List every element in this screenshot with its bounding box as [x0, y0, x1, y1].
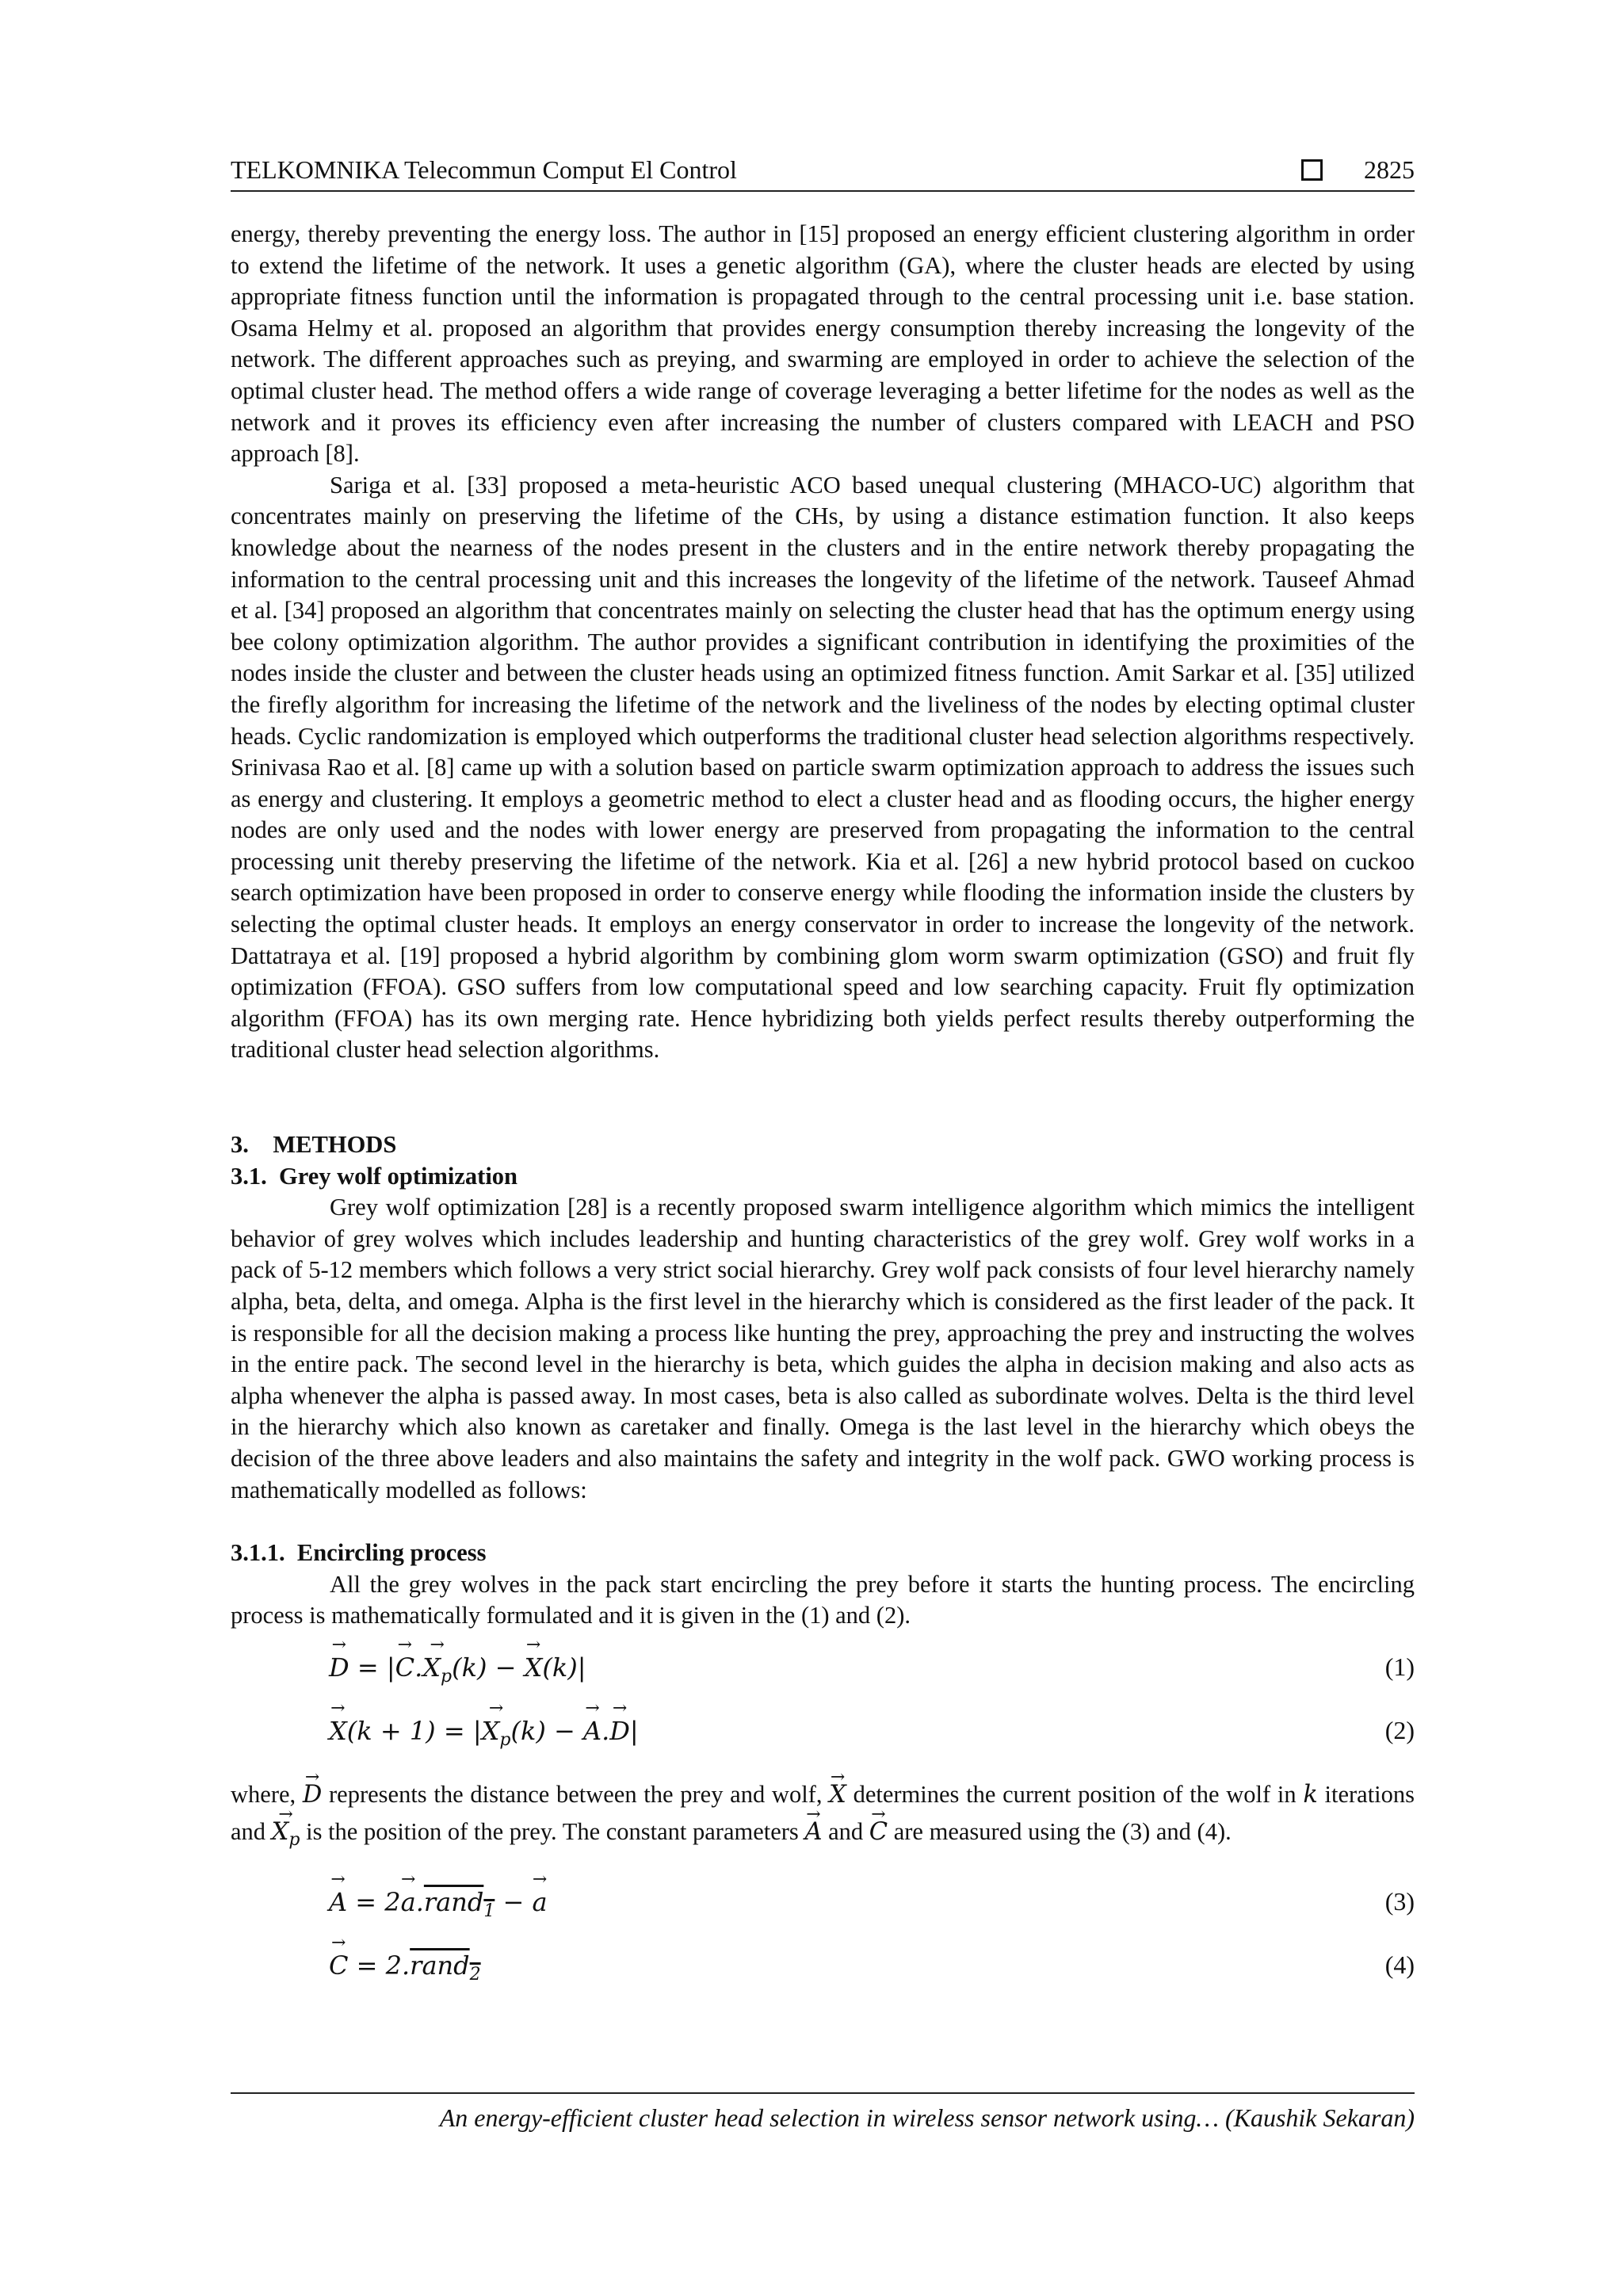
header-right: [1301, 155, 1415, 185]
page-number: 2825: [1364, 155, 1415, 184]
subsection-heading-gwo: 3.1. Grey wolf optimization: [231, 1162, 518, 1190]
spacer: [231, 1066, 1415, 1129]
symbol-D: → D: [303, 1777, 322, 1813]
equation-2: [231, 1705, 1415, 1759]
square-bullet-icon: [1301, 159, 1323, 181]
equation-4-math: → C = 2.rand$_2$: [329, 1950, 481, 1985]
paragraph-encircling: All the grey wolves in the pack start encircling the prey before it starts the hunting process. The encircling process is mathematically formulated and it is given in the (1) and (2).: [231, 1570, 1415, 1629]
where-text-7: are measured using the (3) and (4).: [888, 1817, 1232, 1845]
symbol-A: → A: [804, 1814, 822, 1851]
where-text-1: where,: [231, 1780, 303, 1808]
where-text-2: represents the distance between the prey and wolf,: [322, 1780, 830, 1808]
equation-3: [231, 1876, 1415, 1930]
body-content: [231, 219, 1415, 1993]
symbol-Xp: → $X_p$: [272, 1814, 300, 1859]
paragraph-where: [231, 1776, 1415, 1859]
equation-2-number: (2): [1384, 1715, 1415, 1744]
where-text-5: is the position of the prey. The constant parameters: [300, 1817, 805, 1845]
subsubsection-heading-encircling: 3.1.1. Encircling process: [231, 1539, 487, 1567]
equation-2-math: → X(k + 1) = |→ $X_p(k)$ − → A.→ D|: [329, 1716, 639, 1750]
symbol-X: → X: [829, 1777, 846, 1813]
running-footer: An energy-efficient cluster head selection in wireless sensor network using… (Kaushik Sekaran): [231, 2092, 1415, 2133]
paragraph-continuation: energy, thereby preventing the energy loss. The author in [15] proposed an energy efficient clustering algorithm in order to extend the lifetime of the network. It uses a genetic algorithm (GA), where the cluster heads are elected by using appropriate fitness function until the information is propagated through to the central processing unit i.e. base station. Osama Helmy et al. proposed an algorithm that provides energy consumption thereby increasing the longevity of the network. The different approaches such as preying, and swarming are employed in order to achieve the selection of the optimal cluster head. The method offers a wide range of coverage leveraging a better lifetime for the nodes as well as the network and it proves its efficiency even after increasing the number of clusters compared with LEACH and PSO approach [8].: [231, 220, 1415, 468]
symbol-k: k: [1303, 1780, 1318, 1809]
journal-name: TELKOMNIKA Telecommun Comput El Control: [231, 155, 737, 184]
running-header: [231, 155, 1415, 192]
equation-1-number: (1): [1384, 1652, 1415, 1681]
equation-4: [231, 1939, 1415, 1993]
symbol-C: → C: [869, 1814, 888, 1851]
where-text-3: determines the current position of the wolf in: [846, 1780, 1304, 1808]
paragraph-gwo: Grey wolf optimization [28] is a recently proposed swarm intelligence algorithm which mimics the intelligent behavior of grey wolves which includes leadership and hunting characteristics of the grey wolf. Grey wolf works in a pack of 5-12 members which follows a very strict social hierarchy. Grey wolf pack consists of four level hierarchy namely alpha, beta, delta, and omega. Alpha is the first level in the hierarchy which is considered as the first leader of the pack. It is responsible for all the decision making a process like hunting the prey, approaching the prey and instructing the wolves in the entire pack. The second level in the hierarchy is beta, which guides the alpha in decision making and also acts as alpha whenever the alpha is passed away. In most cases, beta is also called as subordinate wolves. Delta is the third level in the hierarchy which also known as caretaker and finally. Omega is the last level in the hierarchy which obeys the decision of the three above leaders and also maintains the safety and integrity in the wolf pack. GWO working process is mathematically modelled as follows:: [231, 1194, 1415, 1503]
section-heading-methods: 3. METHODS: [231, 1131, 397, 1159]
spacer: [231, 1506, 1415, 1538]
equation-3-math: → A = 2→ a.rand$_1$ − → a: [329, 1887, 548, 1921]
where-text-6: and: [822, 1817, 869, 1845]
equation-3-number: (3): [1384, 1886, 1415, 1916]
paragraph-related-work: Sariga et al. [33] proposed a meta-heuristic ACO based unequal clustering (MHACO-UC) algorithm that concentrates mainly on preserving the lifetime of the CHs, by using a distance estimation function. It also keeps knowledge about the nearness of the nodes present in the clusters and in the entire network thereby propagating the information to the central processing unit and this increases the longevity of the lifetime of the network. Tauseef Ahmad et al. [34] proposed an algorithm that concentrates mainly on selecting the cluster head that has the optimum energy using bee colony optimization algorithm. The author provides a significant contribution in identifying the proximities of the nodes inside the cluster and between the cluster heads using an optimized fitness function. Amit Sarkar et al. [35] utilized the firefly algorithm for increasing the lifetime of the network and the liveliness of the nodes by electing optimal cluster heads. Cyclic randomization is employed which outperforms the traditional cluster head selection algorithms respectively. Srinivasa Rao et al. [8] came up with a solution based on particle swarm optimization approach to address the issues such as energy and clustering. It employs a geometric method to elect a cluster head and as flooding occurs, the higher energy nodes are only used and the nodes with lower energy are preserved from propagating the information to the central processing unit thereby preserving the lifetime of the network. Kia et al. [26] a new hybrid protocol based on cuckoo search optimization have been proposed in order to conserve energy while flooding the information inside the clusters by selecting the optimal cluster heads. It employs an energy conservator in order to increase the longevity of the network. Dattatraya et al. [19] proposed a hybrid algorithm by combining glom worm swarm optimization (GSO) and fruit fly optimization (FFOA). GSO suffers from low computational speed and low searching capacity. Fruit fly optimization algorithm (FFOA) has its own merging rate. Hence hybridizing both yields perfect results thereby outperforming the traditional cluster head selection algorithms.: [231, 471, 1415, 1064]
where-text-4: iterations and: [231, 1780, 1415, 1845]
equation-4-number: (4): [1384, 1950, 1415, 1979]
equation-1: [231, 1641, 1415, 1695]
equation-1-math: → D = |→ $C.\to X_p(k)$ − → X(k)|: [329, 1652, 586, 1687]
